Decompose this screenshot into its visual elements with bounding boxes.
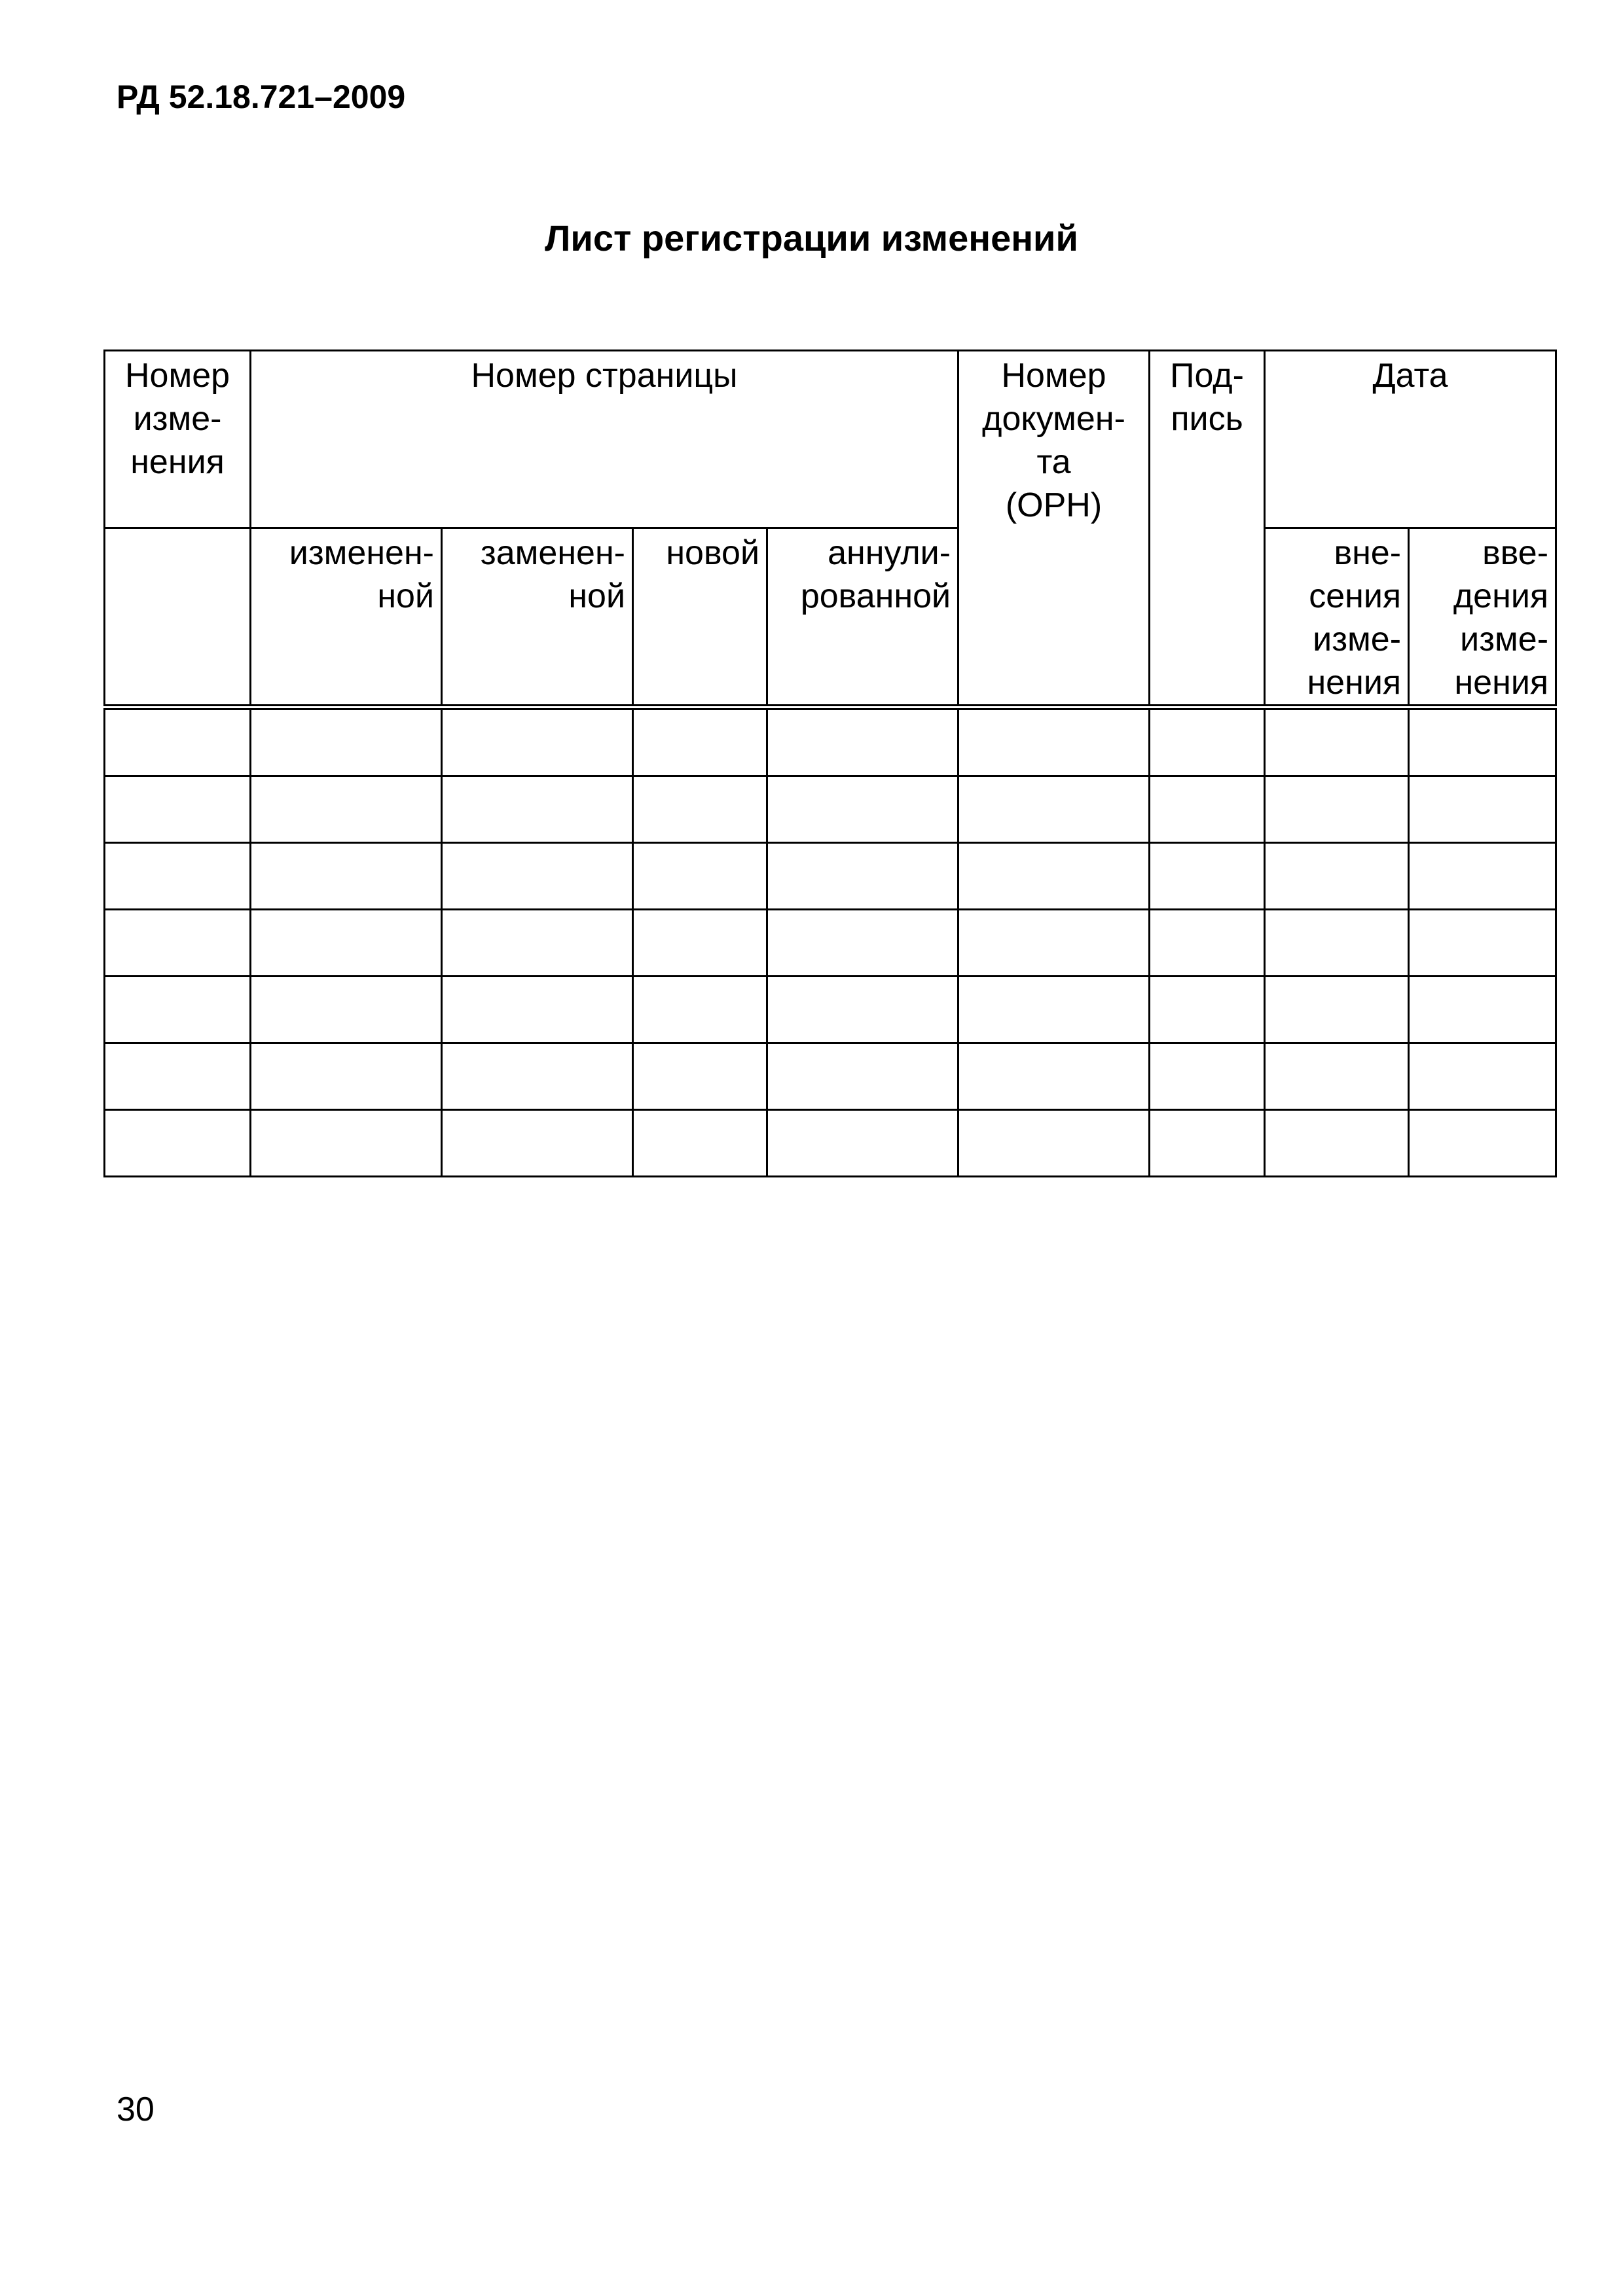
header-page-number-label: Номер страницы	[471, 357, 738, 395]
header-sub-date-effective-line: нения	[1454, 664, 1549, 702]
cell-new	[633, 776, 767, 843]
cell-new	[633, 910, 767, 977]
header-page-number-group	[251, 351, 958, 528]
header-sub-replaced-line: ной	[568, 577, 625, 615]
cell-signature	[1150, 977, 1265, 1043]
header-sub-replaced	[442, 528, 633, 708]
change-registration-table	[103, 350, 1557, 1177]
cell-document-number	[958, 776, 1150, 843]
header-date-group	[1265, 351, 1556, 528]
cell-change-number	[105, 708, 251, 776]
header-sub-date-effective-line: вве-	[1482, 534, 1549, 572]
cell-change-number	[105, 843, 251, 910]
cell-annulled	[767, 776, 958, 843]
table-row	[105, 776, 1556, 843]
cell-changed	[251, 977, 442, 1043]
cell-changed	[251, 776, 442, 843]
page-number: 30	[117, 2090, 155, 2128]
table-row	[105, 1110, 1556, 1177]
header-date-label: Дата	[1372, 357, 1448, 395]
cell-signature	[1150, 910, 1265, 977]
cell-date-entry	[1265, 843, 1409, 910]
cell-annulled	[767, 1110, 958, 1177]
header-signature-line: пись	[1171, 400, 1243, 438]
header-sub-changed-line: ной	[377, 577, 434, 615]
cell-document-number	[958, 708, 1150, 776]
cell-document-number	[958, 843, 1150, 910]
table-row	[105, 910, 1556, 977]
cell-change-number	[105, 910, 251, 977]
cell-signature	[1150, 708, 1265, 776]
cell-date-effective	[1409, 776, 1556, 843]
cell-change-number	[105, 1043, 251, 1110]
header-sub-new	[633, 528, 767, 708]
cell-date-entry	[1265, 1043, 1409, 1110]
cell-new	[633, 1110, 767, 1177]
header-sub-date-entry	[1265, 528, 1409, 708]
header-document-number-line: Номер	[1001, 357, 1106, 395]
header-sub-changed-line: изменен-	[289, 534, 434, 572]
cell-date-effective	[1409, 1110, 1556, 1177]
cell-changed	[251, 843, 442, 910]
cell-date-effective	[1409, 1043, 1556, 1110]
header-sub-date-entry-line: вне-	[1334, 534, 1402, 572]
header-sub-annulled-line: аннули-	[828, 534, 951, 572]
cell-annulled	[767, 1043, 958, 1110]
cell-document-number	[958, 910, 1150, 977]
header-sub-date-effective-line: дения	[1453, 577, 1549, 615]
cell-change-number	[105, 977, 251, 1043]
cell-date-effective	[1409, 708, 1556, 776]
cell-change-number	[105, 776, 251, 843]
header-document-number-line: та	[1036, 443, 1071, 481]
header-change-number	[105, 351, 251, 528]
header-sub-annulled	[767, 528, 958, 708]
cell-new	[633, 843, 767, 910]
header-sub-date-entry-line: изме-	[1313, 620, 1402, 658]
cell-signature	[1150, 776, 1265, 843]
cell-signature	[1150, 1110, 1265, 1177]
header-sub-date-entry-line: нения	[1307, 664, 1402, 702]
header-sub-date-effective	[1409, 528, 1556, 708]
cell-signature	[1150, 843, 1265, 910]
cell-replaced	[442, 776, 633, 843]
cell-document-number	[958, 1043, 1150, 1110]
header-row-top	[105, 351, 1556, 528]
header-change-number-line: нения	[130, 443, 225, 481]
header-sub-empty	[105, 528, 251, 708]
cell-date-entry	[1265, 1110, 1409, 1177]
cell-annulled	[767, 708, 958, 776]
cell-new	[633, 708, 767, 776]
cell-change-number	[105, 1110, 251, 1177]
table-row	[105, 1043, 1556, 1110]
header-document-number	[958, 351, 1150, 708]
header-sub-date-entry-line: сения	[1309, 577, 1402, 615]
cell-replaced	[442, 843, 633, 910]
document-code: РД 52.18.721–2009	[117, 79, 406, 115]
cell-signature	[1150, 1043, 1265, 1110]
table-body	[105, 708, 1556, 1177]
cell-date-entry	[1265, 910, 1409, 977]
cell-annulled	[767, 843, 958, 910]
header-signature-line: Под-	[1170, 357, 1244, 395]
table-row	[105, 843, 1556, 910]
cell-changed	[251, 708, 442, 776]
cell-date-effective	[1409, 843, 1556, 910]
header-document-number-line: докумен-	[982, 400, 1125, 438]
header-signature	[1150, 351, 1265, 708]
cell-new	[633, 1043, 767, 1110]
page-title: Лист регистрации изменений	[545, 217, 1078, 259]
header-sub-annulled-line: рованной	[800, 577, 951, 615]
cell-changed	[251, 910, 442, 977]
cell-date-effective	[1409, 977, 1556, 1043]
cell-date-entry	[1265, 708, 1409, 776]
cell-document-number	[958, 977, 1150, 1043]
header-sub-date-effective-line: изме-	[1460, 620, 1549, 658]
table-row	[105, 977, 1556, 1043]
cell-replaced	[442, 1110, 633, 1177]
cell-annulled	[767, 910, 958, 977]
cell-document-number	[958, 1110, 1150, 1177]
cell-date-entry	[1265, 776, 1409, 843]
cell-annulled	[767, 977, 958, 1043]
cell-date-effective	[1409, 910, 1556, 977]
header-sub-changed	[251, 528, 442, 708]
cell-changed	[251, 1110, 442, 1177]
table-row	[105, 708, 1556, 776]
header-change-number-line: Номер	[124, 357, 230, 395]
cell-replaced	[442, 910, 633, 977]
header-change-number-line: изме-	[133, 400, 222, 438]
header-sub-new-line: новой	[666, 534, 759, 572]
cell-date-entry	[1265, 977, 1409, 1043]
cell-replaced	[442, 1043, 633, 1110]
header-sub-replaced-line: заменен-	[480, 534, 625, 572]
header-row-sub	[105, 528, 1556, 708]
cell-changed	[251, 1043, 442, 1110]
cell-new	[633, 977, 767, 1043]
cell-replaced	[442, 977, 633, 1043]
cell-replaced	[442, 708, 633, 776]
header-document-number-line: (ОРН)	[1005, 486, 1103, 524]
